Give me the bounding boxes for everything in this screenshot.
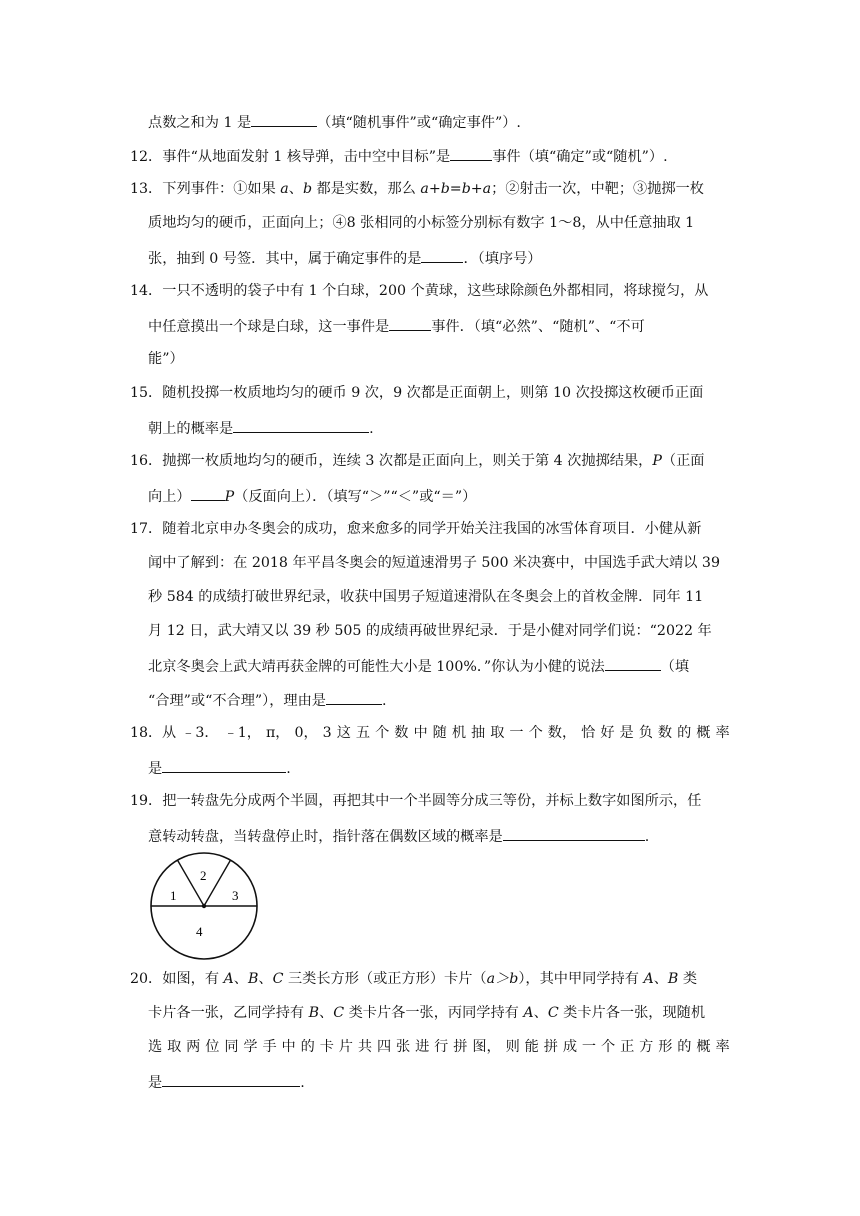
spaced-text-segment: 五 — [355, 725, 371, 741]
question-20-line-3 — [148, 1037, 730, 1057]
spaced-text-segment: 取 — [167, 1039, 182, 1055]
spaced-text-segment: ﹣1， — [223, 725, 261, 741]
spaced-text-segment: 数 — [394, 725, 409, 741]
spaced-text-segment: 片 — [338, 1039, 353, 1055]
question-18-number: 18． — [130, 725, 163, 741]
spaced-text-segment: 同 — [224, 1039, 239, 1055]
spaced-text-segment: 拼 — [543, 1039, 558, 1055]
spinner-wheel-figure — [148, 850, 260, 962]
answer-blank[interactable] — [251, 111, 317, 127]
spaced-text-segment: 一 — [581, 1039, 597, 1055]
spaced-text-segment: 负 — [638, 725, 653, 741]
spaced-text-segment: 取 — [490, 725, 505, 741]
spaced-text-segment: 抽 — [471, 725, 486, 741]
question-17-line-2: 闻中了解到：在 2018 年平昌冬奥会的短道速滑男子 500 米决赛中，中国选手武大靖以 39 — [148, 555, 720, 571]
answer-blank[interactable] — [389, 315, 431, 331]
answer-blank[interactable] — [605, 655, 661, 671]
question-19-line-2: 意转动转盘，当转盘停止时，指针落在偶数区域的概率是 . — [148, 825, 649, 847]
spaced-text-segment: π， — [265, 725, 290, 741]
question-17-line-3: 秒 584 的成绩打破世界纪录，收获中国男子短道速滑队在冬奥会上的首枚金牌．同年 11 — [148, 589, 704, 605]
answer-blank[interactable] — [450, 145, 492, 161]
answer-blank[interactable] — [326, 689, 382, 705]
wheel-divider-right — [204, 860, 231, 906]
spaced-text-segment: 数， — [547, 725, 577, 741]
spaced-text-segment: 这 — [336, 725, 351, 741]
spaced-text-segment: 个 — [375, 725, 390, 741]
spaced-text-segment: 一 — [509, 725, 524, 741]
question-20: 20．如图，有 A、B、C 三类长方形（或正方形）卡片（a＞b），其中甲同学持有 A、B 类 — [130, 971, 698, 987]
question-13-line-3: 张，抽到 0 号签．其中，属于确定事件的是 ．（填序号） — [148, 247, 541, 269]
question-15: 15．随机投掷一枚质地均匀的硬币 9 次，9 次都是正面朝上，则第 10 次投掷这枚硬币正面 — [130, 385, 704, 401]
spaced-text-segment: 正 — [620, 1039, 635, 1055]
spaced-text-segment: 位 — [205, 1039, 220, 1055]
question-18-line-2: 是 . — [148, 757, 291, 779]
question-20-line-4: 是 . — [148, 1071, 305, 1093]
spaced-text-segment: 图， — [472, 1039, 501, 1055]
question-17-line-5: 北京冬奥会上武大靖再获金牌的可能性大小是 100%．”你认为小健的说法 （填 — [148, 655, 689, 677]
question-13-line-2: 质地均匀的硬币，正面向上；④8 张相同的小标签分别标有数字 1～8，从中任意抽取 1 — [148, 215, 695, 231]
spaced-text-segment: 则 — [505, 1039, 520, 1055]
question-15-line-2: 朝上的概率是 . — [148, 417, 374, 439]
question-13: 13．下列事件：①如果 a、b 都是实数，那么 a+b=b+a；②射击一次，中靶；③抛掷一枚 — [130, 181, 704, 197]
spaced-text-segment: 个 — [600, 1039, 616, 1055]
spaced-text-segment: 方 — [639, 1039, 654, 1055]
answer-blank[interactable] — [162, 1071, 300, 1087]
spaced-text-segment: 中 — [281, 1039, 296, 1055]
spaced-text-segment: 恰 — [581, 725, 596, 741]
spaced-text-segment: 中 — [413, 725, 428, 741]
answer-blank[interactable] — [162, 757, 286, 773]
question-19: 19．把一转盘先分成两个半圆，再把其中一个半圆等分成三等份，并标上数字如图所示，任 — [130, 793, 702, 809]
question-12: 12．事件“从地面发射 1 核导弹，击中空中目标”是 事件（填“确定”或“随机”）. — [130, 145, 668, 167]
spaced-text-segment: 能 — [524, 1039, 539, 1055]
spaced-text-segment: 好 — [600, 725, 615, 741]
spaced-text-segment: 张 — [396, 1039, 411, 1055]
sector-label-4: 4 — [196, 924, 203, 939]
spaced-text-segment: 的 — [300, 1039, 315, 1055]
sector-label-2: 2 — [200, 868, 207, 883]
spaced-text-segment: 选 — [148, 1039, 163, 1055]
spaced-text-segment: 共 — [357, 1039, 373, 1055]
spaced-text-segment: 概 — [696, 725, 711, 741]
question-18-line-1 — [162, 723, 730, 743]
question-16-line-2: 向上） P（反面向上）．（填写“＞”“＜”或“＝”） — [148, 485, 476, 507]
spaced-text-segment: 是 — [619, 725, 634, 741]
spaced-text-segment: 的 — [677, 1039, 692, 1055]
spaced-text-segment: 率 — [715, 725, 730, 741]
spaced-text-segment: 卡 — [319, 1039, 334, 1055]
spaced-text-segment: 进 — [415, 1039, 430, 1055]
sector-label-1: 1 — [170, 888, 177, 903]
question-17-line-6: “合理”或“不合理”），理由是 . — [148, 689, 387, 711]
question-16: 16．抛掷一枚质地均匀的硬币，连续 3 次都是正面向上，则关于第 4 次抛掷结果，P（正面 — [130, 453, 705, 469]
wheel-center-pin — [202, 904, 206, 908]
spaced-text-segment: 行 — [434, 1039, 449, 1055]
spaced-text-segment: 随 — [432, 725, 447, 741]
spaced-text-segment: ﹣3． — [181, 725, 219, 741]
question-14-line-3: 能”） — [148, 351, 184, 367]
spaced-text-segment: 拼 — [453, 1039, 468, 1055]
question-14-line-2: 中任意摸出一个球是白球，这一事件是 事件．（填“必然”、“随机”、“不可 — [148, 315, 645, 337]
spaced-text-segment: 形 — [658, 1039, 673, 1055]
spaced-text-segment: 成 — [562, 1039, 578, 1055]
spaced-text-segment: 个 — [528, 725, 543, 741]
spaced-text-segment: 机 — [451, 725, 467, 741]
spaced-text-segment: 3 — [322, 725, 332, 741]
spaced-text-segment: 数 — [657, 725, 673, 741]
spaced-text-segment: 的 — [677, 725, 692, 741]
spaced-text-segment: 两 — [186, 1039, 201, 1055]
spaced-text-segment: 从 — [162, 725, 177, 741]
spaced-text-segment: 率 — [715, 1039, 730, 1055]
answer-blank[interactable] — [191, 485, 225, 501]
q11-line-1: 点数之和为 1 是 （填“随机事件”或“确定事件”）. — [148, 111, 521, 133]
question-17-line-4: 月 12 日，武大靖又以 39 秒 505 的成绩再破世界纪录．于是小健对同学们说：“2022 年 — [148, 623, 712, 639]
wheel-divider-left — [178, 860, 205, 906]
question-20-line-2: 卡片各一张，乙同学持有 B、C 类卡片各一张，丙同学持有 A、C 类卡片各一张，现随机 — [148, 1005, 706, 1021]
sector-label-3: 3 — [232, 888, 239, 903]
spaced-text-segment: 0， — [294, 725, 318, 741]
spaced-text-segment: 学 — [243, 1039, 258, 1055]
spaced-text-segment: 概 — [696, 1039, 711, 1055]
answer-blank[interactable] — [421, 247, 463, 263]
spaced-text-segment: 手 — [262, 1039, 277, 1055]
question-14: 14．一只不透明的袋子中有 1 个白球，200 个黄球，这些球除颜色外都相同，将球搅匀，从 — [130, 283, 709, 299]
answer-blank[interactable] — [503, 825, 645, 841]
spaced-text-segment: 四 — [376, 1039, 392, 1055]
answer-blank[interactable] — [233, 417, 369, 433]
question-17: 17．随着北京申办冬奥会的成功，愈来愈多的同学开始关注我国的冰雪体育项目．小健从新 — [130, 521, 702, 537]
